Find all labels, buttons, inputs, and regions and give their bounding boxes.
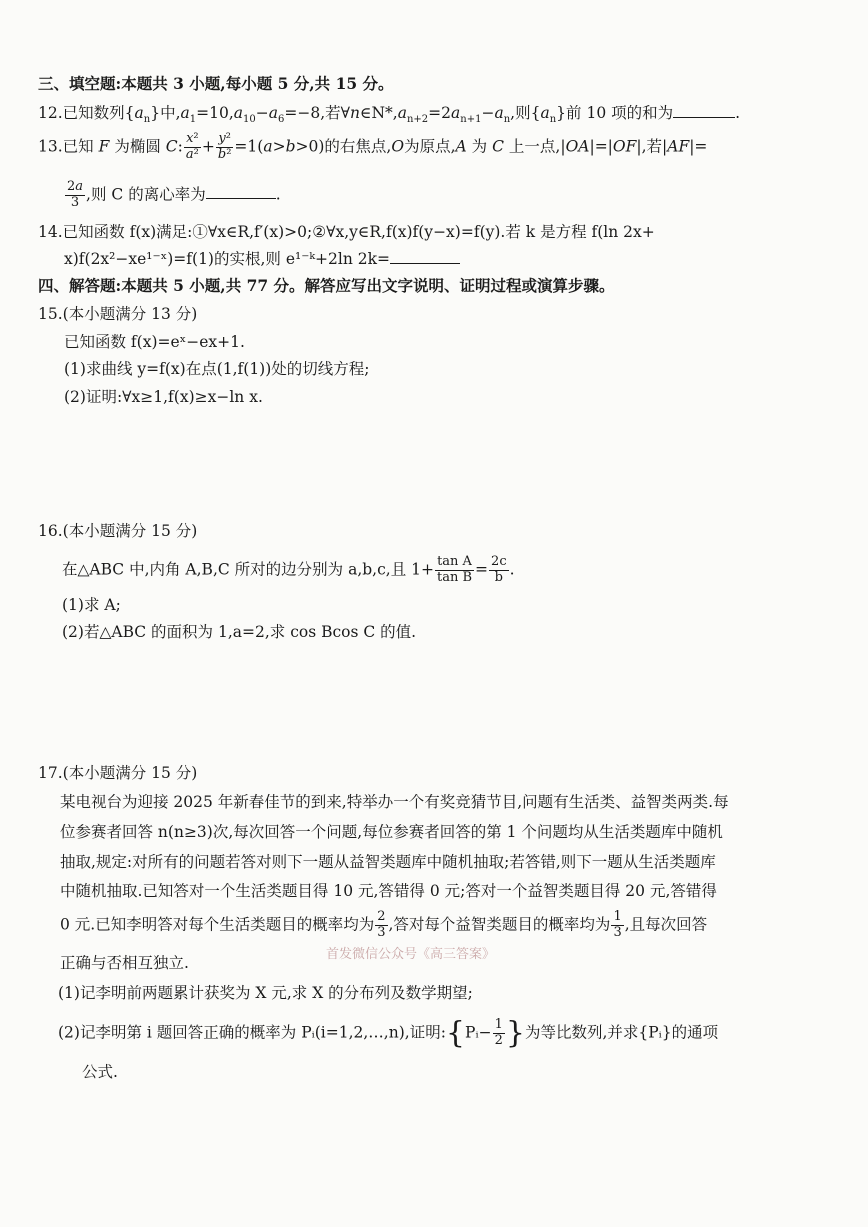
question-17-line: 0 元.已知李明答对每个生活类题目的概率均为 $\frac{2}{3}$ ,答对每个益智类题目的概率均为 $\frac{1}{3}$ ,且每次回答: [60, 909, 708, 940]
question-15-stem: 已知函数 f(x)=eˣ−ex+1.: [64, 333, 245, 351]
question-17-line: 某电视台为迎接 2025 年新春佳节的到来,特举办一个有奖竞猜节目,问题有生活类、益智类两类.每: [60, 793, 729, 811]
question-12: 12.已知数列$\{a_n\}$中$,a_1=10,a_{10}-a_6=-8$,若$\forall n\in N*,a_{n+2}=2a_{n+1}-a_n$,则$\{a_n\}$前 10 项的和为 .: [38, 104, 741, 126]
question-16-title: 16.(本小题满分 15 分): [38, 522, 198, 540]
question-17-title: 17.(本小题满分 15 分): [38, 764, 198, 782]
question-15-title: 15.(本小题满分 13 分): [38, 305, 198, 323]
question-15-part-1: (1)求曲线 y=f(x)在点(1,f(1))处的切线方程;: [64, 360, 370, 378]
question-17-part-2-end: 公式.: [82, 1063, 118, 1081]
question-number: 13.: [38, 137, 63, 156]
section-3-header: 三、填空题:本题共 3 小题,每小题 5 分,共 15 分。: [38, 74, 394, 93]
question-17-line: 抽取,规定:对所有的问题若答对则下一题从益智类题库中随机抽取;若答错,则下一题从生活类题库: [60, 853, 716, 871]
question-13-line-2: $\frac{2a}{3}$ ,则 C 的离心率为 .: [67, 179, 281, 210]
question-17-part-1: (1)记李明前两题累计获奖为 X 元,求 X 的分布列及数学期望;: [58, 984, 473, 1002]
question-16-part-2: (2)若△ABC 的面积为 1,a=2,求 cos Bcos C 的值.: [62, 623, 417, 641]
question-number: 14.: [38, 223, 63, 241]
question-13: 13.已知 F 为椭圆 C: $\frac{\text{x²}}{\text{a²}}$ + $\frac{\text{y²}}{\text{b²}}$ =1(a>b>0)的右焦点,O为原点,A 为 C 上一点,|OA|=|OF|,若|AF|=: [38, 131, 708, 162]
section-4-header: 四、解答题:本题共 5 小题,共 77 分。解答应写出文字说明、证明过程或演算步骤。: [38, 276, 615, 295]
question-17-part-2: (2)记李明第 i 题回答正确的概率为 Pᵢ(i=1,2,…,n),证明:{Pᵢ− $\frac{1}{2}$ }为等比数列,并求{Pᵢ}的通项: [58, 1015, 719, 1051]
answer-blank: [673, 116, 735, 118]
answer-blank: [206, 197, 276, 199]
question-14: 14.已知函数 f(x)满足:①∀x∈R,f′(x)>0;②∀x,y∈R,f(x)f(y−x)=f(y).若 k 是方程 f(ln 2x+: [38, 223, 655, 241]
question-16-part-1: (1)求 A;: [62, 596, 121, 614]
question-15-part-2: (2)证明:∀x≥1,f(x)≥x−ln x.: [64, 388, 263, 406]
watermark: 首发微信公众号《高三答案》: [326, 947, 496, 962]
question-14-line-2: x)f(2x²−xe¹⁻ˣ)=f(1)的实根,则 e¹⁻ᵏ+2ln 2k=: [64, 250, 460, 269]
question-17-line: 正确与否相互独立.: [60, 954, 189, 972]
question-16-stem: 在△ABC 中,内角 A,B,C 所对的边分别为 a,b,c,且 1+ $\frac{\text{tan A}}{\text{tan B}}$ = $\frac{2c}{b}$ .: [62, 554, 515, 585]
answer-blank: [390, 262, 460, 264]
question-17-line: 中随机抽取.已知答对一个生活类题目得 10 元,答错得 0 元;答对一个益智类题目得 20 元,答错得: [60, 882, 717, 900]
question-17-line: 位参赛者回答 n(n≥3)次,每次回答一个问题,每位参赛者回答的第 1 个问题均从生活类题库中随机: [60, 823, 723, 841]
question-number: 12.: [38, 104, 63, 122]
